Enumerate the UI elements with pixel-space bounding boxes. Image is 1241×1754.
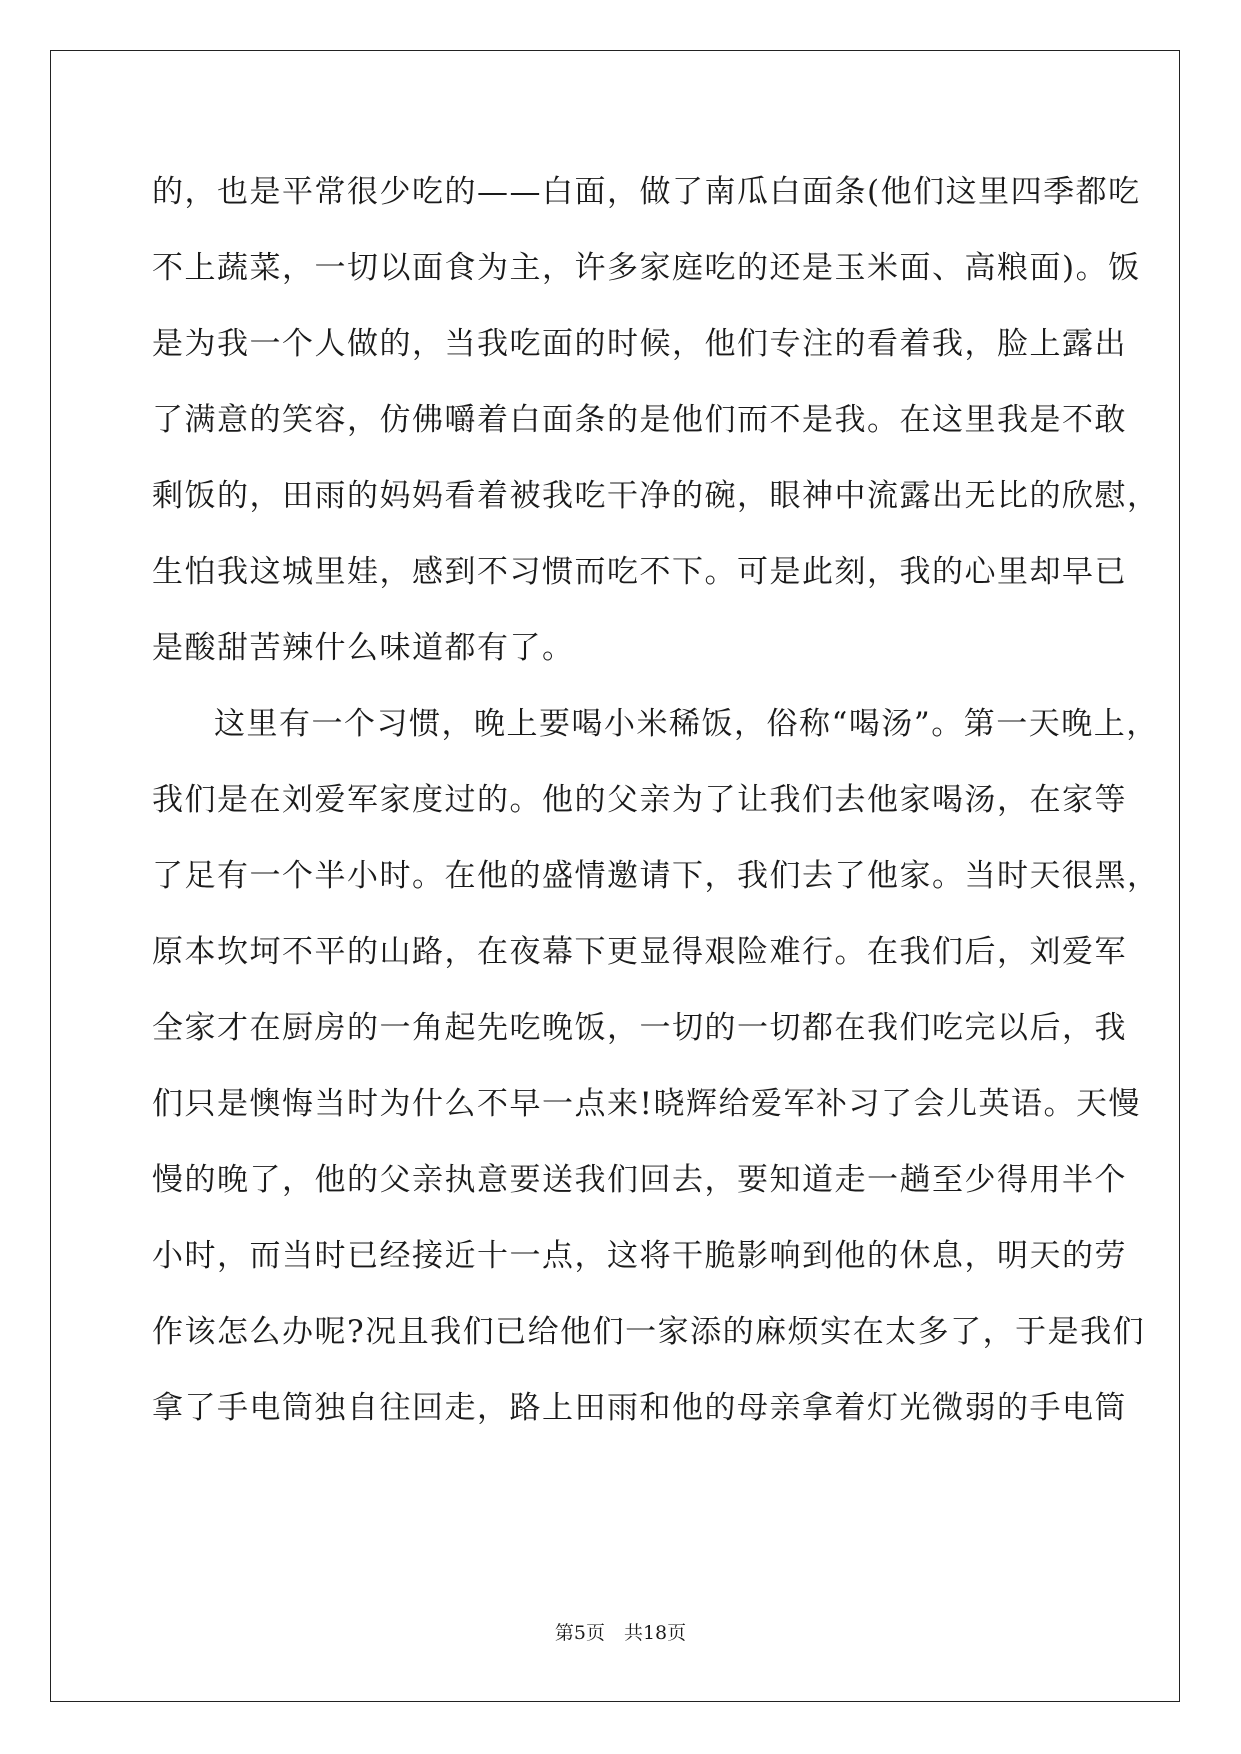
text-line: 拿了手电筒独自往回走，路上田雨和他的母亲拿着灯光微弱的手电筒 (152, 1390, 1127, 1426)
text-line: 了满意的笑容，仿佛嚼着白面条的是他们而不是我。在这里我是不敢 (152, 402, 1127, 438)
paragraph (152, 692, 1160, 1452)
text-line: 全家才在厨房的一角起先吃晚饭，一切的一切都在我们吃完以后，我 (152, 1010, 1127, 1046)
text-line: 是为我一个人做的，当我吃面的时候，他们专注的看着我，脸上露出 (152, 326, 1127, 362)
text-line: 不上蔬菜，一切以面食为主，许多家庭吃的还是玉米面、高粮面)。饭 (152, 250, 1141, 286)
text-line: 慢的晚了，他的父亲执意要送我们回去，要知道走一趟至少得用半个 (152, 1162, 1127, 1198)
text-line: 我们是在刘爱军家度过的。他的父亲为了让我们去他家喝汤，在家等 (152, 782, 1127, 818)
paragraph (152, 160, 1160, 692)
text-line: 们只是懊悔当时为什么不早一点来!晓辉给爱军补习了会儿英语。天慢 (152, 1086, 1141, 1122)
text-line: 原本坎坷不平的山路，在夜幕下更显得艰险难行。在我们后，刘爱军 (152, 934, 1127, 970)
text-line: 剩饭的，田雨的妈妈看着被我吃干净的碗，眼神中流露出无比的欣慰， (152, 478, 1160, 514)
text-line: 生怕我这城里娃，感到不习惯而吃不下。可是此刻，我的心里却早已 (152, 554, 1127, 590)
text-line: 小时，而当时已经接近十一点，这将干脆影响到他的休息，明天的劳 (152, 1238, 1127, 1274)
text-line: 这里有一个习惯，晚上要喝小米稀饭，俗称“喝汤”。第一天晚上， (214, 706, 1159, 742)
text-line: 作该怎么办呢?况且我们已给他们一家添的麻烦实在太多了，于是我们 (152, 1314, 1146, 1350)
page-number-footer: 第5页 共18页 (554, 1622, 687, 1644)
document-body (152, 160, 1160, 1452)
text-line: 是酸甜苦辣什么味道都有了。 (152, 630, 575, 666)
text-line: 了足有一个半小时。在他的盛情邀请下，我们去了他家。当时天很黑， (152, 858, 1160, 894)
text-line: 的，也是平常很少吃的——白面，做了南瓜白面条(他们这里四季都吃 (152, 174, 1141, 210)
